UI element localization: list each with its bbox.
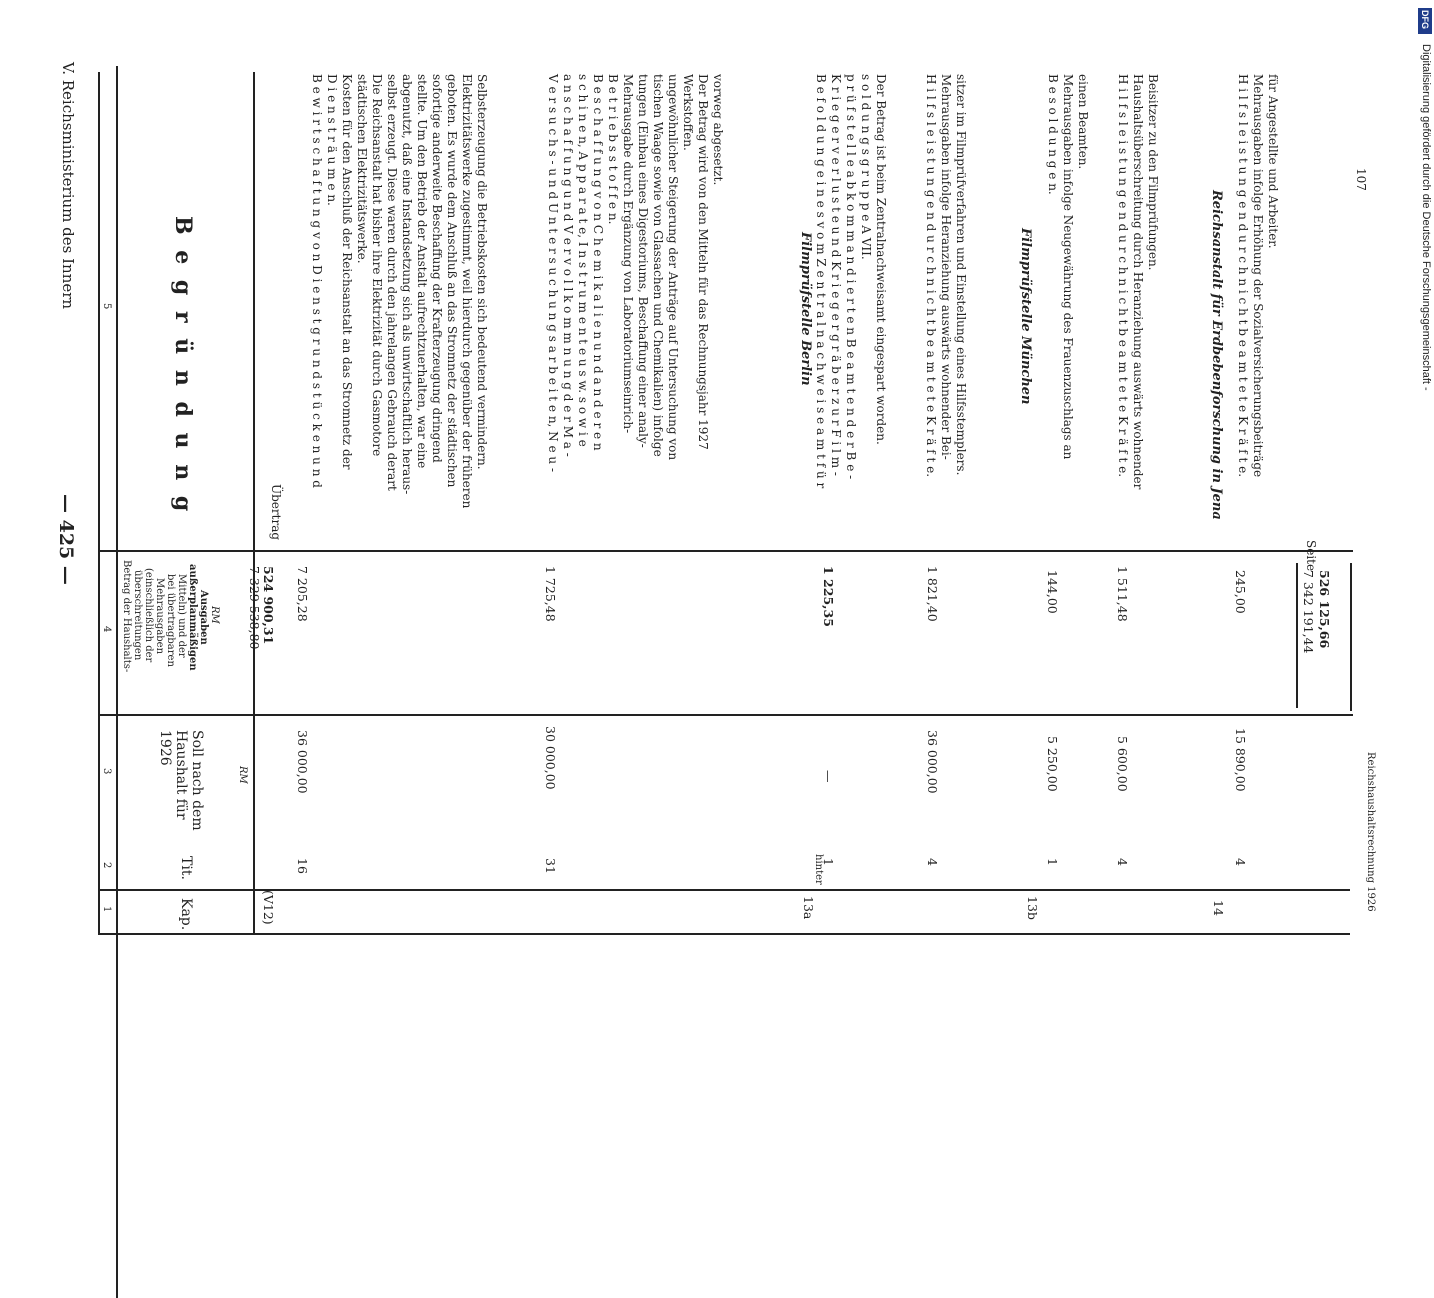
rule-header-bottom	[253, 72, 255, 934]
uebertrag-label: Übertrag	[269, 484, 283, 541]
row16-soll: 36 000,00	[295, 730, 310, 794]
text-line: sitzer im Filmprüfverfahren und Einstellung eines Hilfsstemplers.	[954, 74, 968, 476]
text-line: Kosten für den Anschluß der Reichsanstalt an das Stromnetz der	[340, 74, 354, 470]
betrag-line: Ausgaben	[198, 590, 209, 645]
text-line: für Angestellte und Arbeiter.	[1266, 74, 1280, 249]
rule-col4-5	[98, 550, 1353, 552]
erdbeben-soll: 15 890,00	[1233, 728, 1248, 792]
kap-13a: 13a	[801, 896, 816, 920]
betrag-line: bei übertragbaren	[165, 574, 176, 667]
text-line: s c h i n e n, A p p a r a t e, I n s t r u m e n t e u s w. s o w i e	[576, 74, 590, 447]
text-line: stellte. Um den Betrieb der Anstalt aufrechtzuerhalten, war eine	[415, 74, 429, 469]
betrag-line: Betrag der Haushalts-	[121, 560, 132, 673]
seite-label: Seite	[1304, 540, 1318, 572]
text-line: städtischen Elektrizitätswerke.	[355, 74, 369, 264]
heading-filmpruefstelle-berlin: Filmprüfstelle Berlin	[798, 232, 813, 386]
rule-col5-top	[98, 72, 100, 552]
muenchen-row2-soll: 5 600,00	[1115, 736, 1130, 792]
muenchen-row1-soll: 5 250,00	[1045, 736, 1060, 792]
text-line: Mehrausgabe durch Ergänzung von Laboratoriumseinrich-	[621, 74, 635, 434]
section-title: V. Reichsministerium des Innern	[59, 62, 77, 310]
page-number: — 425 —	[55, 494, 77, 585]
text-line: tungen (Einbau eines Digestoriums, Beschaffung einer analy-	[636, 74, 650, 448]
text-line: a n s c h a f f u n g u n d V e r v o l l k o m m n u n g d e r M a -	[561, 74, 575, 457]
row31-betrag: 1 725,48	[543, 566, 558, 622]
muenchen-row1-tit: 1	[1045, 858, 1060, 866]
berlin-row1-soll: —	[821, 770, 836, 783]
rule-col2-3	[98, 889, 1350, 891]
muenchen-row2-tit: 4	[1115, 858, 1130, 866]
border-line-left	[116, 66, 118, 1298]
berlin-row2-betrag: 1 821,40	[925, 566, 940, 622]
text-line: H i l f s l e i s t u n g e n d u r c h n i c h t b e a m t e t e K r ä f t e.	[1236, 74, 1250, 478]
text-line: Mehrausgaben infolge Erhöhung der Sozialversicherungsbeiträge	[1251, 74, 1265, 478]
uebertrag-amount-a: 7 329 538,80	[247, 566, 262, 650]
text-line: Mehrausgaben infolge Heranziehung auswärts wohnender Bei-	[939, 74, 953, 460]
dfg-logo-text: DFG	[1420, 10, 1430, 29]
header-begruendung: B e g r ü n d u n g	[170, 216, 196, 516]
text-line: B e f o l d u n g e i n e s v o m Z e n t r a l n a c h w e i s e a m t f ü r	[814, 74, 828, 489]
betrag-unit: RM	[209, 606, 220, 624]
text-line: abgenutzt, daß eine Instandsetzung sich als unwirtschaftlich heraus-	[400, 74, 414, 495]
text-line: D i e n s t r ä u m e n.	[325, 74, 339, 206]
berlin-row1-tit: 1	[821, 858, 836, 866]
text-line: K r i e g e r v e r l u s t e u n d K r i e g e r g r ä b e r z u r F i l m -	[829, 74, 843, 476]
text-line: Mehrausgaben infolge Neugewährung des Frauenzuschlags an	[1061, 74, 1075, 460]
berlin-row1-betrag: 1 225,35	[821, 566, 836, 627]
text-line: B e w i r t s c h a f t u n g v o n D i e n s t g r u n d s t ü c k e n u n d	[310, 74, 324, 488]
text-line: selbst erzeugt. Diese waren durch den jahrelangen Gebrauch derart	[385, 74, 399, 491]
kap-v12: (V12)	[261, 890, 276, 925]
seite-amount-a: 7 342 191,44	[1301, 570, 1316, 654]
text-line: Der Betrag wird von den Mitteln für das Rechnungsjahr 1927	[696, 74, 710, 450]
text-line: Die Reichsanstalt hat bisher ihre Elektrizität durch Gasmotore	[370, 74, 384, 457]
text-line: vorweg abgesetzt.	[711, 74, 725, 186]
text-line: H i l f s l e i s t u n g e n d u r c h n i c h t b e a m t e t e K r ä f t e.	[924, 74, 938, 478]
footer-note: Reichshaushaltsrechnung 1926	[1365, 752, 1376, 912]
seite-amount-b: 526 125,66	[1317, 570, 1332, 649]
heading-erdbebenforschung: Reichsanstalt für Erdbebenforschung in Jena	[1209, 190, 1224, 520]
betrag-line: außerplanmäßigen	[187, 564, 198, 671]
header-tit: Tit.	[178, 856, 194, 880]
col-num-2: 2	[101, 862, 112, 869]
text-line: V e r s u c h s - u n d U n t e r s u c h u n g s a r b e i t e n, N e u -	[546, 74, 560, 473]
row16-betrag: 7 205,28	[295, 566, 310, 622]
text-line: B e s c h a f f u n g v o n C h e m i k a l i e n u n d a n d e r e n	[591, 74, 605, 451]
betrag-line: überschreitungen	[132, 570, 143, 661]
text-line: H i l f s l e i s t u n g e n d u r c h n i c h t b e a m t e t e K r ä f t e.	[1116, 74, 1130, 478]
row16-tit: 16	[295, 858, 310, 874]
text-line: Elektrizitätswerke zugestimmt, weil hierdurch gegenüber der früheren	[460, 74, 474, 509]
text-line: einen Beamten.	[1076, 74, 1090, 170]
header-soll-unit: RM	[237, 766, 248, 784]
text-line: Selbsterzeugung die Betriebskosten sich bedeutend vermindern.	[475, 74, 489, 470]
digitization-note: Digitalisierung gefördert durch die Deutsche Forschungsgemeinschaft -	[1420, 44, 1432, 391]
sum-rule-lower	[1350, 563, 1352, 711]
header-kap: Kap.	[178, 898, 194, 931]
kap-13b: 13b	[1025, 896, 1040, 920]
kap-14: 14	[1211, 900, 1226, 916]
text-line: Haushaltsüberschreitung durch Heranziehung auswärts wohnender	[1131, 74, 1145, 490]
tit-hinter: hinter	[813, 854, 824, 885]
col-num-3: 3	[101, 768, 112, 775]
text-line: ungewöhnlicher Steigerung der Anträge auf Untersuchung von	[666, 74, 680, 461]
betrag-line: Mitteln) und der	[176, 574, 187, 658]
muenchen-row1-betrag: 144,00	[1045, 570, 1060, 614]
heading-filmpruefstelle-muenchen: Filmprüfstelle München	[1018, 228, 1033, 405]
text-line: geboten. Es wurde dem Anschluß an das Stromnetz der städtischen	[445, 74, 459, 488]
text-line: sofortige anderweite Beschaffung der Krafterzeugung dringend	[430, 74, 444, 463]
text-line: B e t r i e b s s t o f f e n.	[606, 74, 620, 225]
erdbeben-betrag: 245,00	[1233, 570, 1248, 614]
uebertrag-amount-b: 524 900,31	[261, 566, 276, 645]
berlin-row2-soll: 36 000,00	[925, 730, 940, 794]
page-number-right: 107	[1354, 168, 1368, 191]
text-line: s o l d u n g s g r u p p e A VII.	[859, 74, 873, 260]
betrag-line: (einschließlich der	[143, 568, 154, 663]
text-line: Beisitzer zu den Filmprüfungen.	[1146, 74, 1160, 271]
header-soll: Soll nach dem Haushalt für 1926	[157, 730, 205, 831]
dfg-logo	[1418, 8, 1432, 34]
text-line: Werkstoffen.	[681, 74, 695, 151]
sum-rule	[1296, 563, 1298, 708]
row31-soll: 30 000,00	[543, 726, 558, 790]
text-line: p r ü f s t e l l e a b k o m m a n d i e r t e n B e a m t e n d e r B e -	[844, 74, 858, 480]
berlin-row2-tit: 4	[925, 858, 940, 866]
text-line: B e s o l d u n g e n.	[1046, 74, 1060, 195]
col-num-1: 1	[101, 906, 112, 913]
col-num-5: 5	[101, 303, 112, 310]
muenchen-row2-betrag: 1 511,48	[1115, 566, 1130, 622]
text-line: Der Betrag ist beim Zentralnachweisamt eingespart worden.	[874, 74, 888, 445]
col-num-4: 4	[101, 626, 112, 633]
erdbeben-tit: 4	[1233, 858, 1248, 866]
betrag-line: Mehrausgaben	[154, 578, 165, 655]
rule-col3-4	[98, 714, 1353, 716]
text-line: tischen Waage sowie von Glassachen und Chemikalien) infolge	[651, 74, 665, 457]
row31-tit: 31	[543, 858, 558, 874]
rule-col2-left	[98, 933, 1350, 935]
